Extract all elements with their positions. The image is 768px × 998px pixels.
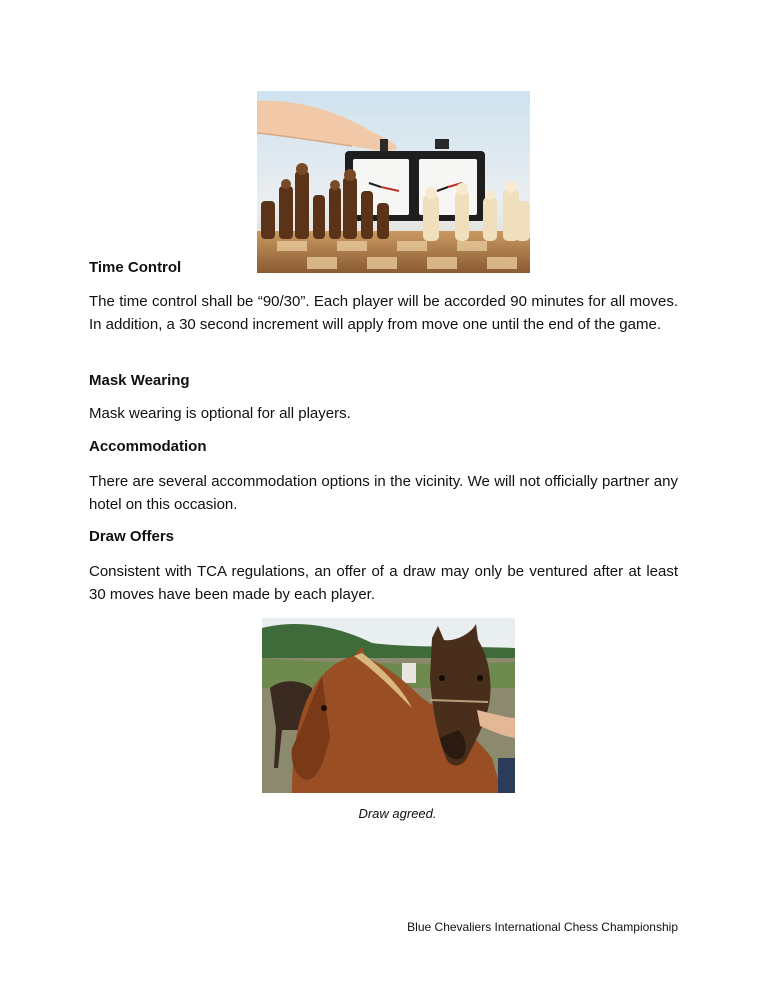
section-body-draw-offers: Consistent with TCA regulations, an offer of a draw may only be ventured after at least 30 moves have been made by each player. xyxy=(89,563,678,603)
horse-photo-caption: Draw agreed. xyxy=(358,806,437,821)
section-heading-accommodation: Accommodation xyxy=(89,438,207,455)
horses-photo xyxy=(262,618,515,793)
section-body-accommodation: There are several accommodation options in the vicinity. We will not officially partner any hotel on this occasion. xyxy=(89,473,678,513)
section-heading-mask-wearing: Mask Wearing xyxy=(89,372,190,389)
section-heading-time-control: Time Control xyxy=(89,259,182,276)
chess-clock-photo xyxy=(257,91,530,273)
page-footer: Blue Chevaliers International Chess Championship xyxy=(407,920,678,934)
section-body-time-control: The time control shall be “90/30”. Each player will be accorded 90 minutes for all moves. In addition, a 30 second increment will apply from move one until the end of the game. xyxy=(89,293,678,333)
section-heading-draw-offers: Draw Offers xyxy=(89,528,175,545)
section-body-mask-wearing: Mask wearing is optional for all players. xyxy=(89,405,351,422)
